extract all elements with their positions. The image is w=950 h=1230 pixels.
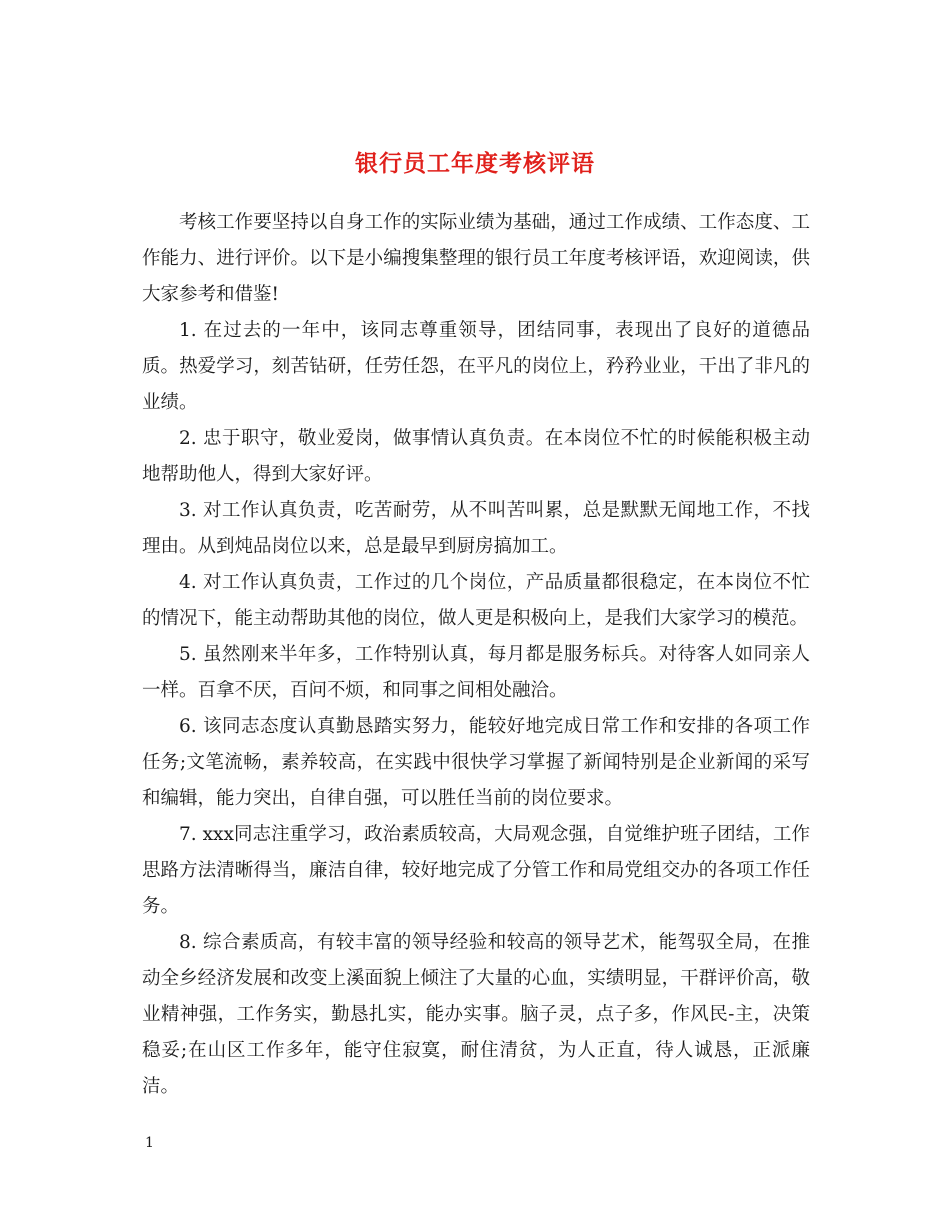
comment-item-7: 7. xxx同志注重学习，政治素质较高，大局观念强，自觉维护班子团结，工作思路方法清晰得当，廉洁自律，较好地完成了分管工作和局党组交办的各项工作任务。 [142,824,810,917]
comment-item-1: 1. 在过去的一年中，该同志尊重领导，团结同事，表现出了良好的道德品质。热爱学习，刻苦钻研，任劳任怨，在平凡的岗位上，矜矜业业，干出了非凡的业绩。 [142,320,810,413]
comment-item-6: 6. 该同志态度认真勤恳踏实努力，能较好地完成日常工作和安排的各项工作任务;文笔流畅，素养较高，在实践中很快学习掌握了新闻特别是企业新闻的采写和编辑，能力突出，自律自强，可以胜任当前的岗位要求。 [142,716,810,809]
page-title: 银行员工年度考核评语 [355,150,595,178]
document-body [142,205,810,1105]
comment-item-5: 5. 虽然刚来半年多，工作特别认真，每月都是服务标兵。对待客人如同亲人一样。百拿不厌，百问不烦，和同事之间相处融洽。 [142,644,810,701]
comment-item-4: 4. 对工作认真负责，工作过的几个岗位，产品质量都很稳定，在本岗位不忙的情况下，能主动帮助其他的岗位，做人更是积极向上，是我们大家学习的模范。 [142,572,810,629]
page-number: 1 [145,1135,154,1151]
intro-paragraph: 考核工作要坚持以自身工作的实际业绩为基础，通过工作成绩、工作态度、工作能力、进行评价。以下是小编搜集整理的银行员工年度考核评语，欢迎阅读，供大家参考和借鉴! [142,212,810,305]
comment-item-3: 3. 对工作认真负责，吃苦耐劳，从不叫苦叫累，总是默默无闻地工作，不找理由。从到炖品岗位以来，总是最早到厨房搞加工。 [142,500,810,557]
comment-item-2: 2. 忠于职守，敬业爱岗，做事情认真负责。在本岗位不忙的时候能积极主动地帮助他人，得到大家好评。 [142,428,810,485]
comment-item-8: 8. 综合素质高，有较丰富的领导经验和较高的领导艺术，能驾驭全局，在推动全乡经济发展和改变上溪面貌上倾注了大量的心血，实绩明显，干群评价高，敬业精神强，工作务实，勤恳扎实，能办实事。脑子灵，点子多，作风民-主，决策稳妥;在山区工作多年，能守住寂寞，耐住清贫，为人正直，待人诚恳，正派廉洁。 [142,932,810,1097]
